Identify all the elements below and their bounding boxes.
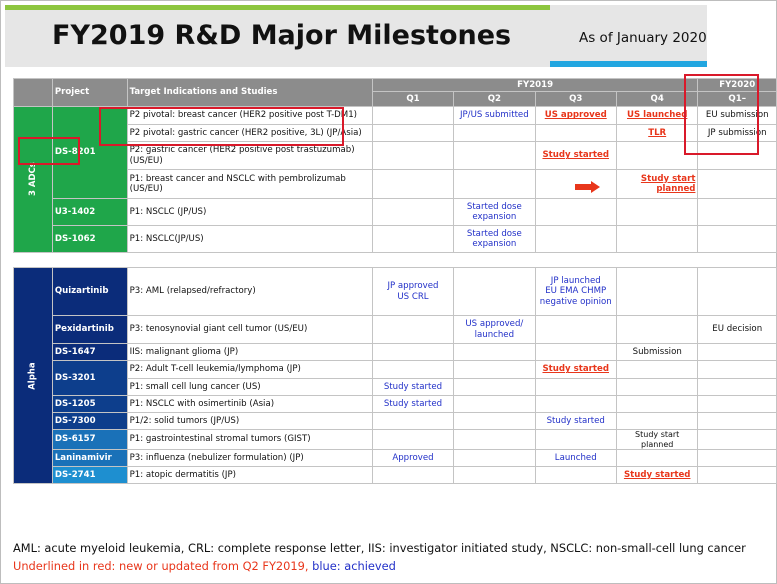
q2-cell: Started dose expansion <box>454 226 535 253</box>
header-q4: Q4 <box>616 92 697 107</box>
q3-cell <box>535 125 616 142</box>
arrow-right-icon <box>575 181 601 193</box>
fy2020-cell: EU submission <box>698 107 777 125</box>
fy2020-cell <box>698 361 777 379</box>
header-q3: Q3 <box>535 92 616 107</box>
fy2020-cell <box>698 450 777 467</box>
q4-cell: Study start planned <box>616 170 697 199</box>
legend-blue-text: blue: achieved <box>312 559 396 573</box>
q2-cell <box>454 413 535 430</box>
q4-cell: Study start planned <box>616 430 697 450</box>
fy2020-cell <box>698 344 777 361</box>
q2-cell: US approved/ launched <box>454 316 535 344</box>
highlight-box-pivotal-studies <box>99 107 344 146</box>
target-cell: P1: gastrointestinal stromal tumors (GIST) <box>127 430 372 450</box>
blue-accent-line <box>550 61 707 67</box>
q3-cell: Study started <box>535 361 616 379</box>
q2-cell <box>454 396 535 413</box>
project-cell: DS-1062 <box>52 226 127 253</box>
fy2020-cell <box>698 199 777 226</box>
q1-cell <box>372 361 453 379</box>
q3-cell <box>535 316 616 344</box>
target-cell: P1: NSCLC(JP/US) <box>127 226 372 253</box>
q3-cell <box>535 430 616 450</box>
target-cell: P1: NSCLC (JP/US) <box>127 199 372 226</box>
table-row <box>14 170 777 199</box>
q3-cell: US approved <box>535 107 616 125</box>
q1-cell: Approved <box>372 450 453 467</box>
table-row <box>14 344 777 361</box>
fy2020-cell <box>698 226 777 253</box>
fy2020-cell <box>698 413 777 430</box>
project-cell: DS-1647 <box>52 344 127 361</box>
target-cell: P1: breast cancer and NSCLC with pembrolizumab (US/EU) <box>127 170 372 199</box>
q1-cell: JP approved US CRL <box>372 268 453 316</box>
table-row <box>14 361 777 379</box>
fy2020-cell <box>698 467 777 484</box>
legend-note <box>13 559 396 573</box>
project-cell: Quizartinib <box>52 268 127 316</box>
q4-cell <box>616 199 697 226</box>
table-row <box>14 226 777 253</box>
q2-cell <box>454 379 535 396</box>
table-row <box>14 316 777 344</box>
q3-cell <box>535 467 616 484</box>
project-cell: DS-7300 <box>52 413 127 430</box>
q2-cell <box>454 467 535 484</box>
q3-cell <box>535 226 616 253</box>
q1-cell <box>372 226 453 253</box>
q1-cell <box>372 413 453 430</box>
group-label-alpha: Alpha <box>14 268 53 484</box>
project-cell: Laninamivir <box>52 450 127 467</box>
fy2020-cell <box>698 170 777 199</box>
table-row <box>14 268 777 316</box>
fy2020-cell <box>698 379 777 396</box>
green-accent-line <box>5 5 550 10</box>
q3-cell <box>535 344 616 361</box>
q1-cell <box>372 344 453 361</box>
header-q2: Q2 <box>454 92 535 107</box>
q4-cell <box>616 450 697 467</box>
q4-cell <box>616 316 697 344</box>
q4-cell: Submission <box>616 344 697 361</box>
highlight-box-fy2020 <box>684 74 759 155</box>
project-cell: DS-8201 <box>52 107 127 199</box>
target-cell: P2: gastric cancer (HER2 positive post trastuzumab) (US/EU) <box>127 142 372 170</box>
q2-cell <box>454 170 535 199</box>
q4-cell: TLR <box>616 125 697 142</box>
project-cell: DS-1205 <box>52 396 127 413</box>
q1-cell <box>372 467 453 484</box>
group-separator <box>14 253 777 268</box>
target-cell: P1/2: solid tumors (JP/US) <box>127 413 372 430</box>
fy2020-cell: EU decision <box>698 316 777 344</box>
q4-cell <box>616 226 697 253</box>
q4-cell <box>616 413 697 430</box>
project-cell: DS-6157 <box>52 430 127 450</box>
target-cell: P3: AML (relapsed/refractory) <box>127 268 372 316</box>
table-row <box>14 396 777 413</box>
q1-cell <box>372 316 453 344</box>
q4-cell <box>616 379 697 396</box>
target-cell: IIS: malignant glioma (JP) <box>127 344 372 361</box>
q1-cell <box>372 170 453 199</box>
q3-cell <box>535 379 616 396</box>
q2-cell <box>454 125 535 142</box>
header-project: Project <box>52 79 127 107</box>
q3-cell: Study started <box>535 413 616 430</box>
target-cell: P2 pivotal: breast cancer (HER2 positive post T-DM1) <box>127 107 372 125</box>
project-cell: DS-3201 <box>52 361 127 396</box>
q1-cell: Study started <box>372 379 453 396</box>
q1-cell <box>372 199 453 226</box>
q4-cell <box>616 268 697 316</box>
q3-cell: JP launched EU EMA CHMP negative opinion <box>535 268 616 316</box>
abbreviations-note: AML: acute myeloid leukemia, CRL: complete response letter, IIS: investigator initiated study, NSCLC: non-small-cell lung cancer <box>13 541 746 555</box>
table-row <box>14 450 777 467</box>
target-cell: P2 pivotal: gastric cancer (HER2 positive, 3L) (JP/Asia) <box>127 125 372 142</box>
q1-cell <box>372 142 453 170</box>
q4-cell: Study started <box>616 467 697 484</box>
header-q1: Q1 <box>372 92 453 107</box>
header-row-1 <box>14 79 777 92</box>
q2-cell <box>454 450 535 467</box>
project-cell: Pexidartinib <box>52 316 127 344</box>
header-q1-fy2020: Q1– <box>698 92 777 107</box>
q4-cell <box>616 361 697 379</box>
q2-cell: JP/US submitted <box>454 107 535 125</box>
target-cell: P3: influenza (nebulizer formulation) (JP) <box>127 450 372 467</box>
q1-cell <box>372 107 453 125</box>
page-title: FY2019 R&D Major Milestones <box>52 20 512 51</box>
group-label-adc: 3 ADCs <box>14 107 53 253</box>
header-fy2019: FY2019 <box>372 79 698 92</box>
table-row <box>14 413 777 430</box>
q3-cell: Launched <box>535 450 616 467</box>
q2-cell: Started dose expansion <box>454 199 535 226</box>
fy2020-cell <box>698 268 777 316</box>
target-cell: P1: atopic dermatitis (JP) <box>127 467 372 484</box>
q4-cell <box>616 396 697 413</box>
q2-cell <box>454 430 535 450</box>
highlight-box-ds8201 <box>18 137 80 165</box>
target-cell: P2: Adult T-cell leukemia/lymphoma (JP) <box>127 361 372 379</box>
legend-red-text: Underlined in red: new or updated from Q2 FY2019, <box>13 559 313 573</box>
project-cell: U3-1402 <box>52 199 127 226</box>
q4-cell: US launched <box>616 107 697 125</box>
q2-cell <box>454 344 535 361</box>
target-cell: P1: small cell lung cancer (US) <box>127 379 372 396</box>
fy2020-cell <box>698 396 777 413</box>
q3-cell: Study started <box>535 142 616 170</box>
q3-cell <box>535 396 616 413</box>
table-row <box>14 467 777 484</box>
q1-cell <box>372 125 453 142</box>
project-cell: DS-2741 <box>52 467 127 484</box>
q1-cell <box>372 430 453 450</box>
target-cell: P3: tenosynovial giant cell tumor (US/EU) <box>127 316 372 344</box>
q2-cell <box>454 142 535 170</box>
fy2020-cell <box>698 430 777 450</box>
q2-cell <box>454 361 535 379</box>
q3-cell <box>535 199 616 226</box>
header-fy2020: FY2020 <box>698 79 777 92</box>
q2-cell <box>454 268 535 316</box>
table-row <box>14 430 777 450</box>
table-row <box>14 199 777 226</box>
table-row <box>14 379 777 396</box>
q1-cell: Study started <box>372 396 453 413</box>
header-corner <box>14 79 53 107</box>
target-cell: P1: NSCLC with osimertinib (Asia) <box>127 396 372 413</box>
fy2020-cell: JP submission <box>698 125 777 142</box>
as-of-date: As of January 2020 <box>579 30 707 46</box>
header-target: Target Indications and Studies <box>127 79 372 107</box>
